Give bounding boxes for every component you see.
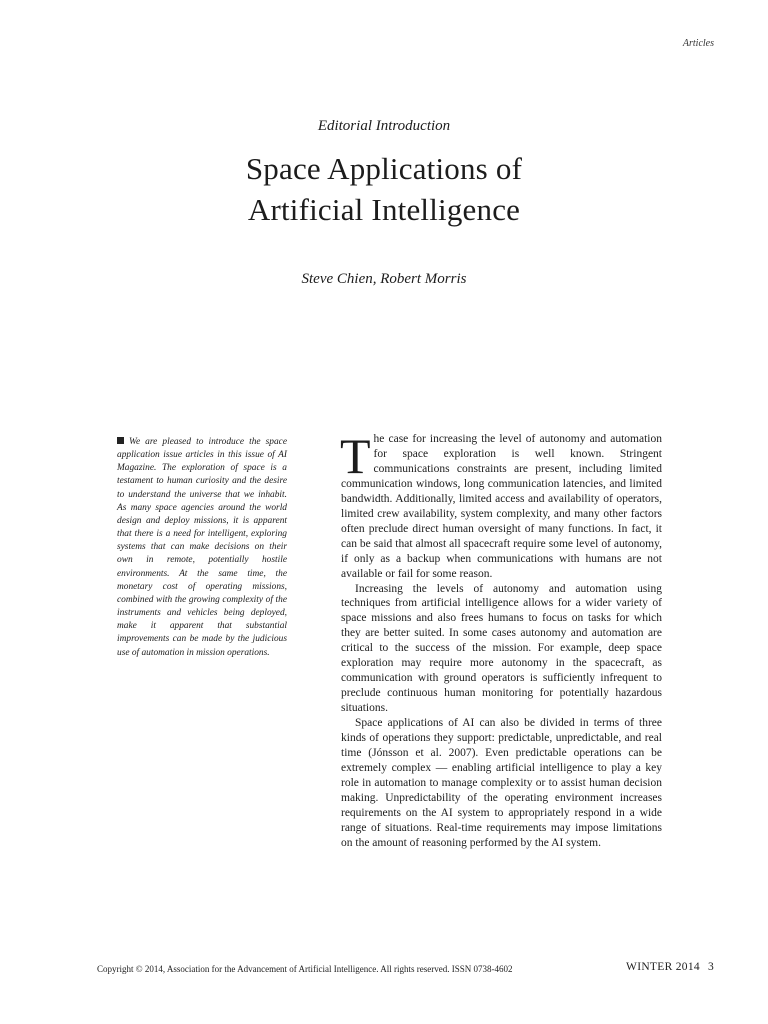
abstract-text: We are pleased to introduce the space application issue articles in this issue of AI Magazine. The exploration of space is a testament to human curiosity and the desire to understand the universe that we inhabit. As many space agencies around the world design and deploy missions, it is apparent that there is a need for intelligent, exploring systems that can make decisions on their own in remote, potentially hostile environments. At the same time, the monetary cost of operating missions, combined with the growing complexity of the instruments and vehicles being deployed, make it apparent that substantial improvements can be made by the judicious use of automation in mission operations.	[117, 437, 287, 658]
section-tag: Articles	[682, 38, 714, 49]
paragraph-1-text: he case for increasing the level of autonomy and automation for space exploration is well known. Stringent communications constraints are present, including limited communication windows, long communication latencies, and limited bandwidth. Additionally, limited access and availability of operators, limited crew availability, system complexity, and many other factors often preclude direct human oversight of many functions. In fact, it can be said that almost all spacecraft require some level of autonomy, if only as a backup when communications with humans are not available or fail for some reason.	[341, 433, 662, 580]
copyright-notice: Copyright © 2014, Association for the Advancement of Artificial Intelligence. All rights reserved. ISSN 0738-4602	[97, 964, 513, 974]
article-authors: Steve Chien, Robert Morris	[301, 271, 467, 287]
title-line-1: Space Applications of	[245, 151, 523, 186]
body-paragraph-2: Increasing the levels of autonomy and automation using techniques from artificial intelligence allows for a wider variety of space missions and also frees humans to focus on tasks for which they are better suited. In some cases autonomy and automation are critical to the success of the mission. For example, deep space exploration may require more autonomy in the spacecraft, as communication with ground operators is sufficiently infrequent to preclude continuous human monitoring for potentially hazardous situations.	[341, 582, 662, 715]
body-paragraph-3: Space applications of AI can also be divided in terms of three kinds of operations they support: predictable, unpredictable, and real time (Jónsson et al. 2007). Even predictable operations can be extremely complex — enabling artificial intelligence to play a key role in automation to manage complexity or to assist human decision making. Unpredictability of the operating environment increases requirements on the AI system to appropriately respond in a wide range of situations. Real-time requirements may impose limitations on the amount of reasoning performed by the AI system.	[341, 717, 662, 849]
article-title	[0, 148, 768, 230]
page-number: 3	[707, 961, 714, 973]
article-body	[340, 428, 662, 851]
body-paragraph-1	[340, 428, 662, 582]
issue-label: WINTER 2014	[626, 961, 700, 973]
drop-cap: T	[340, 428, 371, 484]
article-kicker: Editorial Introduction	[317, 118, 451, 134]
abstract	[117, 436, 287, 660]
square-bullet-icon	[117, 437, 124, 444]
page-footer	[626, 961, 714, 973]
title-line-2: Artificial Intelligence	[247, 192, 521, 227]
